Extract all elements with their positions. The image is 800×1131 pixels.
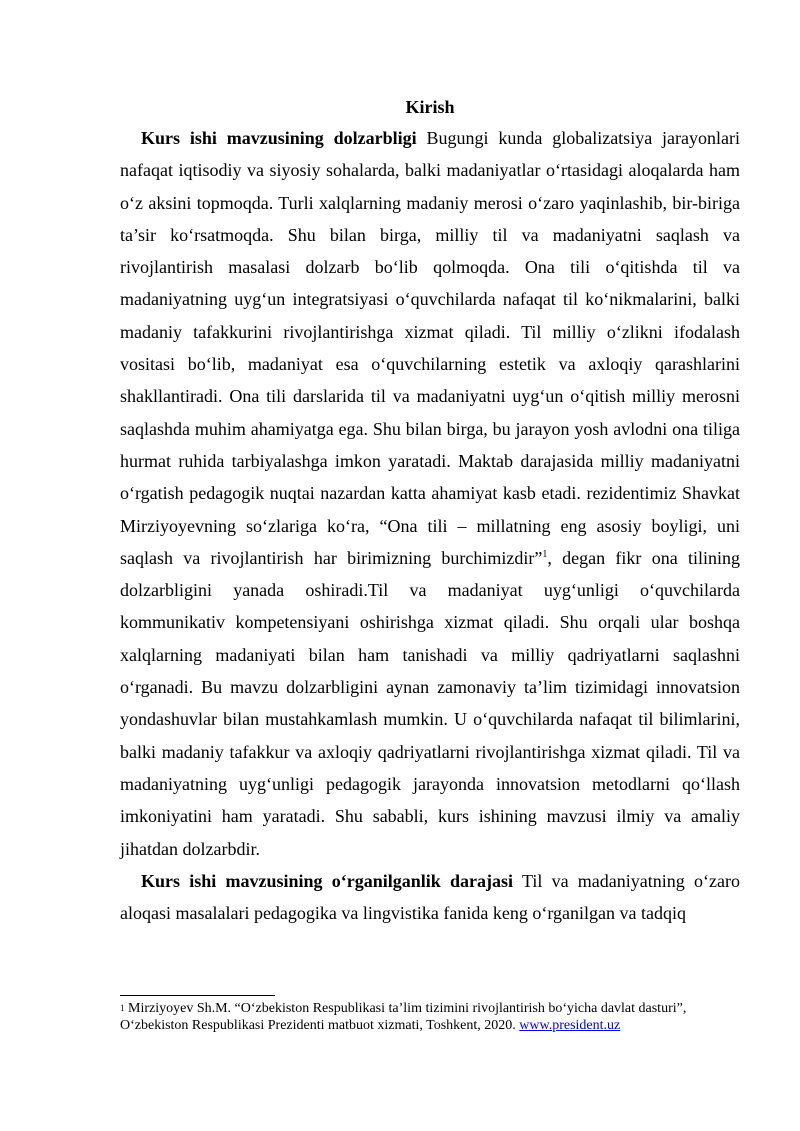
paragraph-lead: Kurs ishi mavzusining dolzarbligi [141, 128, 417, 148]
paragraph-relevance [120, 122, 740, 865]
footnote-text: Mirziyoyev Sh.M. “O‘zbekiston Respublikasi ta’lim tizimini rivojlantirish bo‘yicha davlat dasturi”, O‘zbekiston Respublikasi Prezidenti matbuot xizmati, Toshkent, 2020. [120, 1001, 687, 1033]
footnote-link[interactable]: www.president.uz [519, 1018, 621, 1033]
page-title: Kirish [405, 97, 455, 117]
paragraph-text: , degan fikr ona tilining dolzarbligini yanada oshiradi.Til va madaniyat uyg‘unligi o‘quvchilarda kommunikativ kompetensiyani oshirishga xizmat qiladi. Shu orqali ular boshqa xalqlarning madaniyati bilan ham tanishadi va milliy qadriyatlarni saqlashni o‘rganadi. Bu mavzu dolzarbligini aynan zamonaviy ta’lim tizimidagi innovatsion yondashuvlar bilan mustahkamlash mumkin. U o‘quvchilarda nafaqat til bilimlarini, balki madaniy tafakkur va axloqiy qadriyatlarni rivojlantirishga xizmat qiladi. Til va madaniyatning uyg‘unligi pedagogik jarayonda innovatsion metodlarni qo‘llash imkoniyatini ham yaratadi. Shu sababli, kurs ishining mavzusi ilmiy va amaliy jihatdan dolzarbdir. [120, 547, 740, 859]
footnote-divider [120, 995, 275, 996]
footnote [120, 1000, 740, 1034]
paragraph-study-degree [120, 865, 740, 930]
paragraph-lead: Kurs ishi mavzusining o‘rganilganlik darajasi [141, 870, 514, 891]
paragraph-text: Til va madaniyatning o‘zaro aloqasi masalalari pedagogika va lingvistika fanida keng o‘rganilgan va tadqiq [120, 870, 740, 924]
footnote-reference[interactable]: 1 [542, 548, 548, 560]
footnote-mark: 1 [120, 1003, 125, 1013]
paragraph-text: Bugungi kunda globalizatsiya jarayonlari nafaqat iqtisodiy va siyosiy sohalarda, balki madaniyatlar o‘rtasidagi aloqalarda ham o‘z aksini topmoqda. Turli xalqlarning madaniy merosi o‘zaro yaqinlashib, bir-biriga ta’sir ko‘rsatmoqda. Shu bilan birga, milliy til va madaniyatni saqlash va rivojlantirish masalasi dolzarb bo‘lib qolmoqda. Ona tili o‘qitishda til va madaniyatning uyg‘un integratsiyasi o‘quvchilarda nafaqat til ko‘nikmalarini, balki madaniy tafakkurini rivojlantirishga xizmat qiladi. Til milliy o‘zlikni ifodalash vositasi bo‘lib, madaniyat esa o‘quvchilarning estetik va axloqiy qarashlarini shakllantiradi. Ona tili darslarida til va madaniyatni uyg‘un o‘qitish milliy merosni saqlashda muhim ahamiyatga ega. Shu bilan birga, bu jarayon yosh avlodni ona tiliga hurmat ruhida tarbiyalashga imkon yaratadi. Maktab darajasida milliy madaniyatni o‘rgatish pedagogik nuqtai nazardan katta ahamiyat kasb etadi. rezidentimiz Shavkat Mirziyoyevning so‘zlariga ko‘ra, “Ona tili – millatning eng asosiy boyligi, uni saqlash va rivojlantirish har birimizning burchimizdir” [120, 128, 740, 568]
document-body [120, 94, 740, 929]
